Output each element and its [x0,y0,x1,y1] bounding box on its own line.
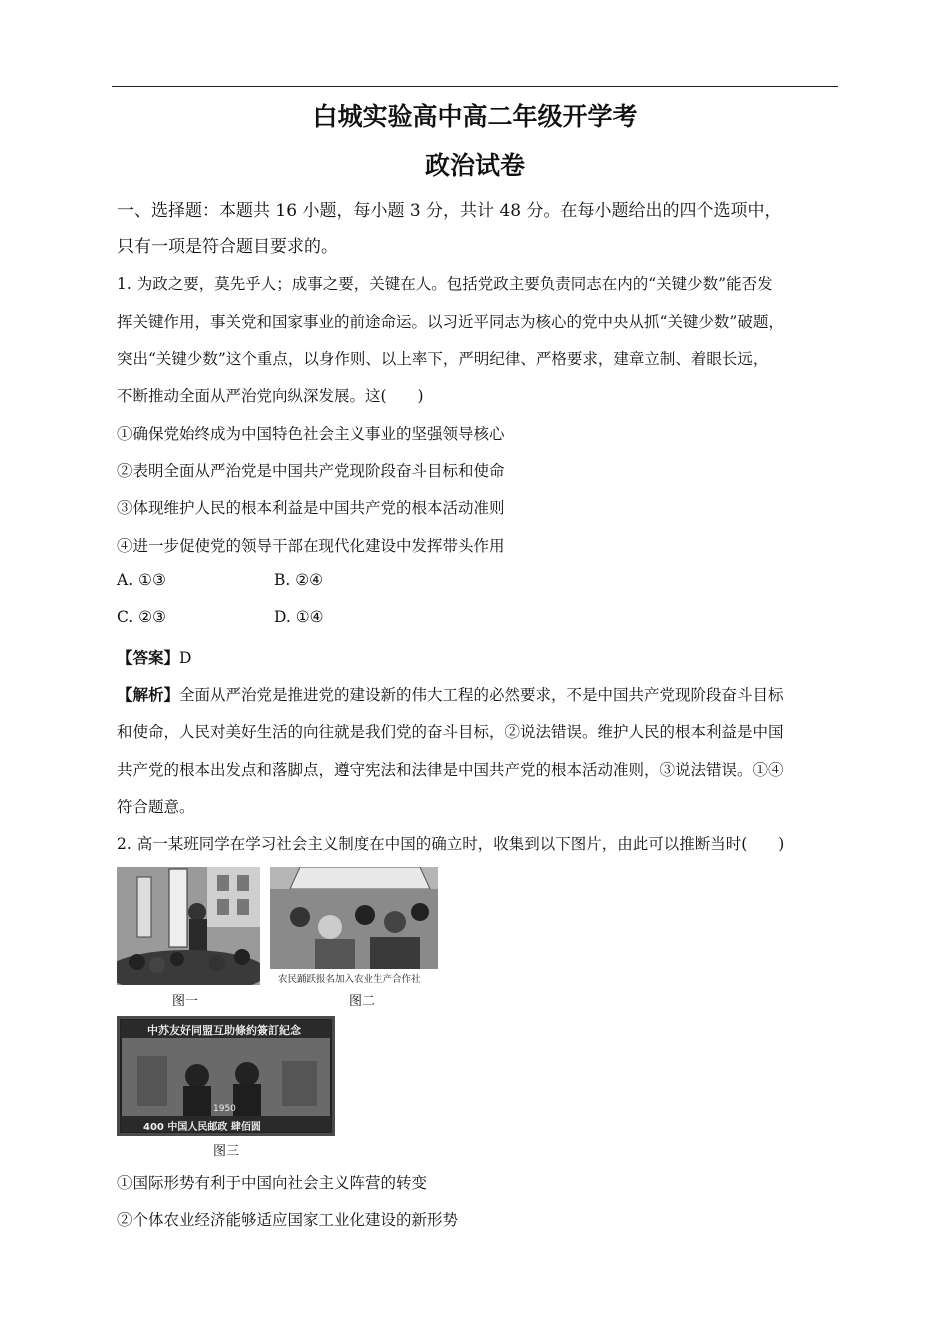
figure-3-caption: 图三 [213,1144,240,1159]
answer-value: D [179,649,192,667]
q1-option-c: C. ②③ [117,608,166,626]
q1-item: ①确保党始终成为中国特色社会主义事业的坚强领导核心 [117,425,505,443]
header-rule [112,86,838,87]
q1-stem-line: 1. 为政之要，莫先乎人；成事之要，关键在人。包括党政主要负责同志在内的“关键少数”能否发 [117,275,773,293]
section-instructions-line2: 只有一项是符合题目要求的。 [117,237,338,257]
q1-stem-line: 挥关键作用，事关党和国家事业的前途命运。以习近平同志为核心的党中央从抓“关键少数”破题， [117,313,784,331]
q2-item: ②个体农业经济能够适应国家工业化建设的新形势 [117,1211,459,1229]
figure-3-stamp [117,1016,335,1136]
q1-option-a: A. ①③ [117,571,166,589]
q1-analysis-line: 共产党的根本出发点和落脚点，遵守宪法和法律是中国共产党的根本活动准则，③说法错误。①④ [117,761,784,779]
q1-item: ③体现维护人民的根本利益是中国共产党的根本活动准则 [117,499,505,517]
exam-title: 白城实验高中高二年级开学考 [312,102,638,131]
q2-item: ①国际形势有利于中国向社会主义阵营的转变 [117,1174,428,1192]
figure-3-bottom-text: 400 中国人民邮政 肆佰圆 [143,1122,261,1133]
q1-option-b: B. ②④ [274,571,324,589]
section-instructions-line1: 一、选择题：本题共 16 小题，每小题 3 分，共计 48 分。在每小题给出的四个选项中， [117,201,782,221]
q1-stem-line: 不断推动全面从严治党向纵深发展。这( ) [117,387,424,405]
q1-analysis-line: 符合题意。 [117,798,195,816]
figure-2-inner-caption: 农民踊跃报名加入农业生产合作社 [278,974,421,985]
analysis-text: 全面从严治党是推进党的建设新的伟大工程的必然要求，不是中国共产党现阶段奋斗目标 [179,686,784,704]
analysis-label: 【解析】 [117,685,180,704]
figure-2-caption: 图二 [349,994,376,1009]
q1-item: ④进一步促使党的领导干部在现代化建设中发挥带头作用 [117,537,505,555]
q2-stem: 2. 高一某班同学在学习社会主义制度在中国的确立时，收集到以下图片，由此可以推断当时( ) [117,835,785,853]
figure-1-caption: 图一 [172,994,199,1009]
q1-answer [117,646,191,668]
q1-option-d: D. ①④ [274,608,324,626]
figure-3-year: 1950 [213,1104,236,1114]
answer-label: 【答案】 [117,648,180,667]
q1-item: ②表明全面从严治党是中国共产党现阶段奋斗目标和使命 [117,462,505,480]
figure-2-photo [270,867,438,985]
q1-analysis-line: 和使命，人民对美好生活的向往就是我们党的奋斗目标，②说法错误。维护人民的根本利益是中国 [117,723,784,741]
figure-3-banner: 中苏友好同盟互助條約簽訂紀念 [147,1024,301,1037]
q1-analysis-line [117,683,784,705]
q1-stem-line: 突出“关键少数”这个重点，以身作则、以上率下，严明纪律、严格要求，建章立制、着眼长远， [117,350,769,368]
exam-subtitle: 政治试卷 [424,151,525,180]
figure-1-photo [117,867,260,985]
